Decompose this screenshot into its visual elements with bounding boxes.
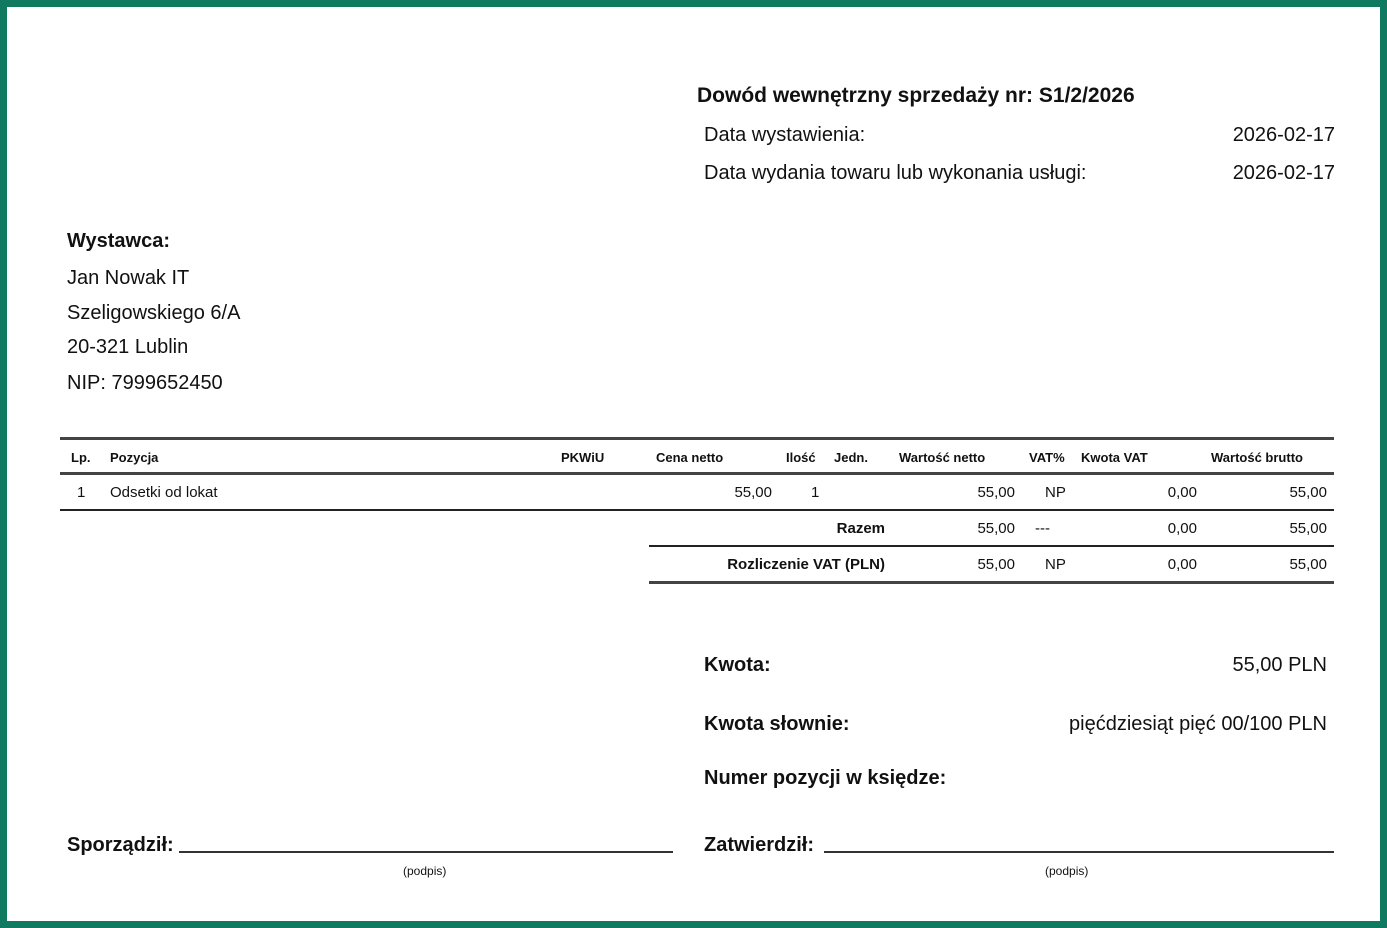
table-header-rule xyxy=(60,472,1334,475)
vat-settlement-label: Rozliczenie VAT (PLN) xyxy=(727,556,885,573)
total-vat-rate: --- xyxy=(1035,520,1050,537)
amount-words-value: pięćdziesiąt pięć 00/100 PLN xyxy=(1069,713,1327,735)
issuer-city: 20-321 Lublin xyxy=(67,336,189,358)
approved-by-signature-line xyxy=(824,851,1334,853)
document-title: Dowód wewnętrzny sprzedaży nr: S1/2/2026 xyxy=(697,84,1135,107)
col-header-vat-amount: Kwota VAT xyxy=(1081,450,1148,465)
col-header-net-price: Cena netto xyxy=(656,450,724,465)
approved-by-signature-caption: (podpis) xyxy=(1045,864,1089,878)
total-label: Razem xyxy=(836,520,885,537)
approved-by-label: Zatwierdził: xyxy=(704,834,815,856)
issuer-name: Jan Nowak IT xyxy=(67,267,190,289)
vat-settlement-rule xyxy=(649,581,1334,584)
row-1-gross-value: 55,00 xyxy=(1289,484,1327,501)
amount-label: Kwota: xyxy=(704,654,771,676)
col-header-pkwiu: PKWiU xyxy=(561,450,605,465)
table-body-rule xyxy=(60,509,1334,511)
issue-date-value: 2026-02-17 xyxy=(1232,124,1335,146)
col-header-net-value: Wartość netto xyxy=(899,450,986,465)
amount-words-label: Kwota słownie: xyxy=(704,713,850,735)
row-1-vat-rate: NP xyxy=(1045,484,1066,501)
table-top-rule xyxy=(60,437,1334,440)
row-1-vat-amount: 0,00 xyxy=(1167,484,1197,501)
col-header-lp: Lp. xyxy=(71,450,91,465)
row-1-position: Odsetki od lokat xyxy=(110,484,218,501)
col-header-vat-rate: VAT% xyxy=(1029,450,1065,465)
issue-date-label: Data wystawienia: xyxy=(704,124,866,146)
delivery-date-value: 2026-02-17 xyxy=(1232,162,1335,184)
issuer-heading: Wystawca: xyxy=(67,230,171,252)
prepared-by-signature-caption: (podpis) xyxy=(403,864,447,878)
issuer-nip: NIP: 7999652450 xyxy=(67,372,223,394)
total-vat-amount: 0,00 xyxy=(1167,520,1197,537)
col-header-qty: Ilość xyxy=(786,450,816,465)
vat-settlement-vat-rate: NP xyxy=(1045,556,1066,573)
vat-settlement-vat-amount: 0,00 xyxy=(1167,556,1197,573)
total-net-value: 55,00 xyxy=(977,520,1015,537)
issuer-street: Szeligowskiego 6/A xyxy=(67,302,241,324)
total-rule xyxy=(649,545,1334,547)
row-1-net-price: 55,00 xyxy=(734,484,772,501)
col-header-unit: Jedn. xyxy=(834,450,868,465)
col-header-gross-value: Wartość brutto xyxy=(1211,450,1303,465)
row-1-lp: 1 xyxy=(77,484,86,501)
delivery-date-label: Data wydania towaru lub wykonania usługi: xyxy=(704,162,1087,184)
prepared-by-signature-line xyxy=(179,851,673,853)
vat-settlement-net-value: 55,00 xyxy=(977,556,1015,573)
ledger-number-label: Numer pozycji w księdze: xyxy=(704,767,947,789)
col-header-position: Pozycja xyxy=(110,450,159,465)
row-1-qty: 1 xyxy=(811,484,820,501)
prepared-by-label: Sporządził: xyxy=(67,834,174,856)
row-1-net-value: 55,00 xyxy=(977,484,1015,501)
vat-settlement-gross-value: 55,00 xyxy=(1289,556,1327,573)
total-gross-value: 55,00 xyxy=(1289,520,1327,537)
amount-value: 55,00 PLN xyxy=(1232,654,1327,676)
